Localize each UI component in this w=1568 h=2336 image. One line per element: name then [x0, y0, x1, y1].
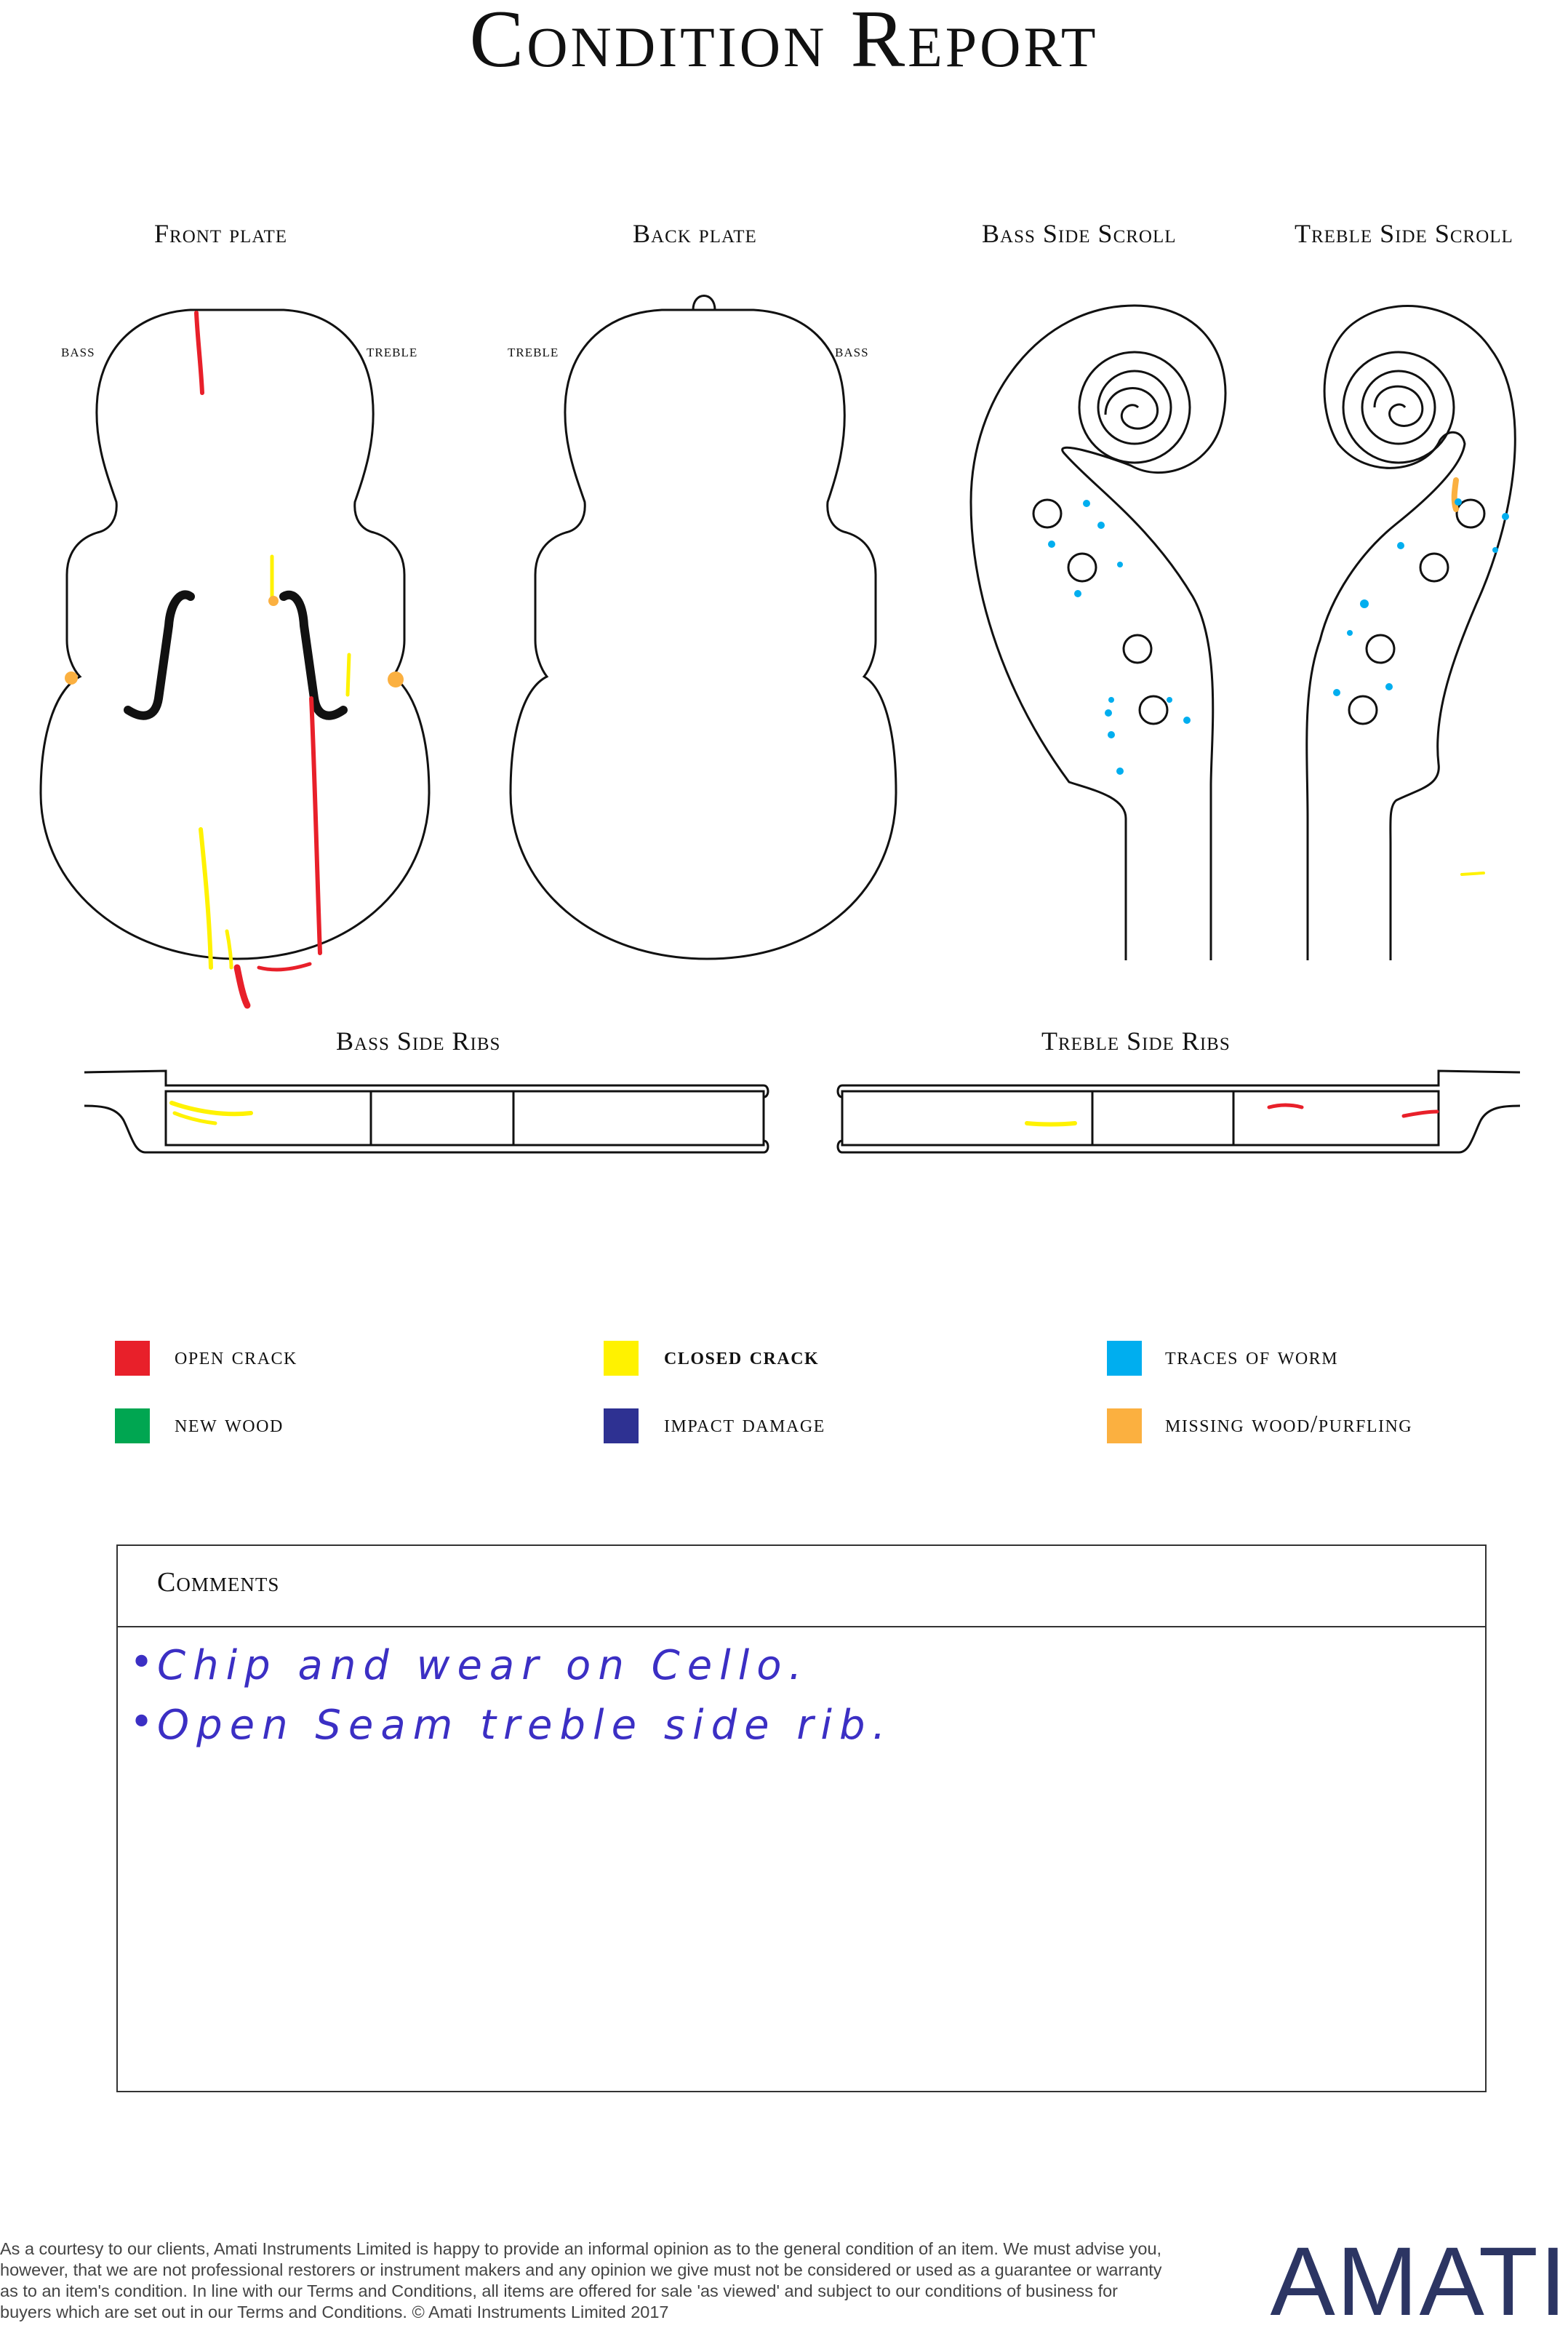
- legend-label-closed-crack: closed crack: [664, 1343, 820, 1370]
- front-treble-tag: treble: [367, 342, 418, 361]
- legend-swatch-missing-wood: [1107, 1408, 1142, 1443]
- legend-swatch-traces-of-worm: [1107, 1341, 1142, 1376]
- comments-label: Comments: [157, 1567, 280, 1598]
- front-bass-tag: bass: [61, 342, 95, 361]
- legend-label-impact-damage: impact damage: [664, 1411, 825, 1438]
- legend-swatch-open-crack: [115, 1341, 150, 1376]
- legend-swatch-new-wood: [115, 1408, 150, 1443]
- treble-side-scroll-label: Treble Side Scroll: [1295, 219, 1513, 248]
- comment-bullet: •: [129, 1639, 161, 1686]
- legend-label-missing-wood: missing wood/purfling: [1165, 1411, 1413, 1438]
- comments-header: [118, 1546, 1485, 1627]
- legend-swatch-impact-damage: [604, 1408, 639, 1443]
- legend-label-traces-of-worm: traces of worm: [1165, 1343, 1339, 1370]
- legend-label-new-wood: new wood: [175, 1411, 284, 1438]
- treble-side-ribs-label: Treble Side Ribs: [1041, 1027, 1231, 1056]
- legend-swatch-closed-crack: [604, 1341, 639, 1376]
- back-plate-label: Back plate: [633, 219, 757, 248]
- page-title: Condition Report: [469, 0, 1099, 84]
- comment-entry: Open Seam treble side rib.: [157, 1702, 893, 1749]
- bass-side-scroll-label: Bass Side Scroll: [982, 219, 1177, 248]
- front-plate-label: Front plate: [154, 219, 288, 248]
- comment-bullet: •: [129, 1699, 161, 1746]
- legend-label-open-crack: open crack: [175, 1343, 297, 1370]
- disclaimer-text: As a courtesy to our clients, Amati Instruments Limited is happy to provide an informal opinion as to the general condition of an item. We must advise you, however, that we are not professional restorers or instrument makers and any opinion we give must not be considered or used as a guarantee or warranty as to an item's condition. In line with our Terms and Conditions, all items are offered for sale 'as viewed' and subject to our conditions of business for buyers which are set out in our Terms and Conditions. © Amati Instruments Limited 2017: [0, 2239, 1162, 2321]
- back-bass-tag: bass: [835, 342, 869, 361]
- treble-ribs-outline: [838, 1071, 1520, 1152]
- bass-side-ribs-label: Bass Side Ribs: [336, 1027, 501, 1056]
- comments-box: [116, 1544, 1487, 2092]
- front-plate-outline: [41, 310, 429, 959]
- back-plate-outline: [511, 310, 896, 959]
- back-treble-tag: treble: [508, 342, 559, 361]
- comment-entry: Chip and wear on Cello.: [157, 1642, 809, 1689]
- amati-logo: AMATI: [1270, 2228, 1568, 2336]
- bass-ribs-outline: [84, 1071, 768, 1152]
- treble-scroll-outline: [1307, 306, 1516, 960]
